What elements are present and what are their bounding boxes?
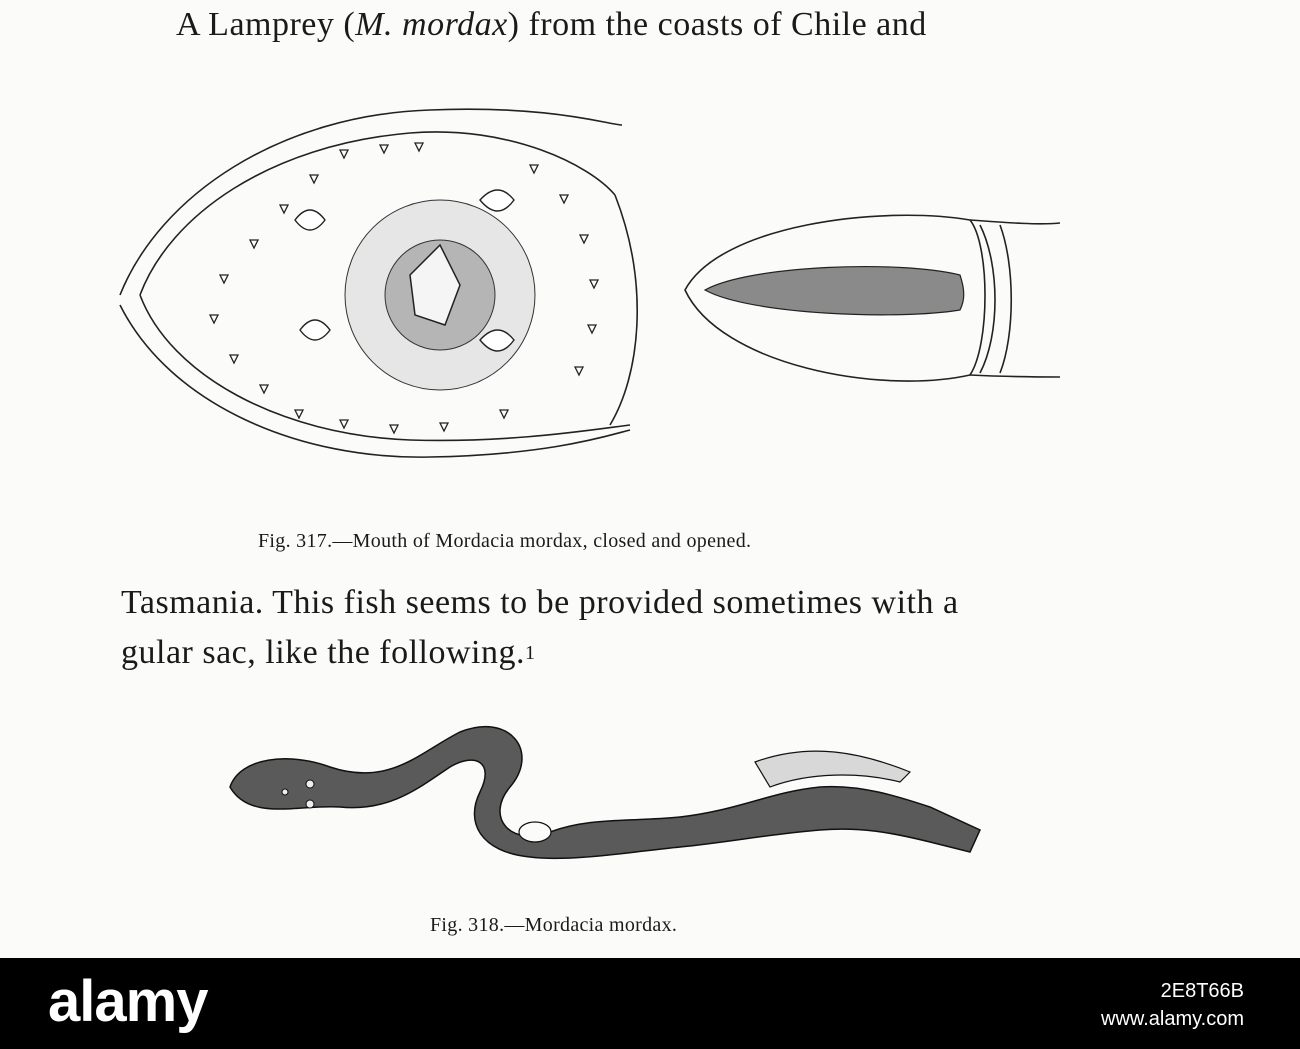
body-text-line-3 bbox=[121, 634, 536, 672]
image-id: 2E8T66B bbox=[1160, 980, 1244, 1002]
species-name: M. mordax bbox=[355, 6, 508, 43]
line1-end: ) from the coasts of Chile and bbox=[507, 6, 927, 43]
figure-317-caption: Fig. 317.—Mouth of Mordacia mordax, closed and opened. bbox=[258, 530, 752, 552]
open-mouth-illustration bbox=[110, 105, 650, 465]
body-text-line-2: Tasmania. This fish seems to be provided sometimes with a bbox=[121, 584, 959, 621]
alamy-logo: alamy bbox=[48, 969, 208, 1034]
line3-text: gular sac, like the following. bbox=[121, 634, 526, 671]
watermark-url: www.alamy.com bbox=[1101, 1008, 1244, 1030]
lamprey-illustration bbox=[210, 712, 1000, 882]
closed-mouth-illustration bbox=[680, 205, 1060, 405]
line1-start: A Lamprey ( bbox=[176, 6, 356, 43]
body-text-line-1 bbox=[176, 6, 927, 44]
figure-318-caption: Fig. 318.—Mordacia mordax. bbox=[430, 914, 678, 936]
footnote-mark: 1 bbox=[525, 642, 536, 664]
